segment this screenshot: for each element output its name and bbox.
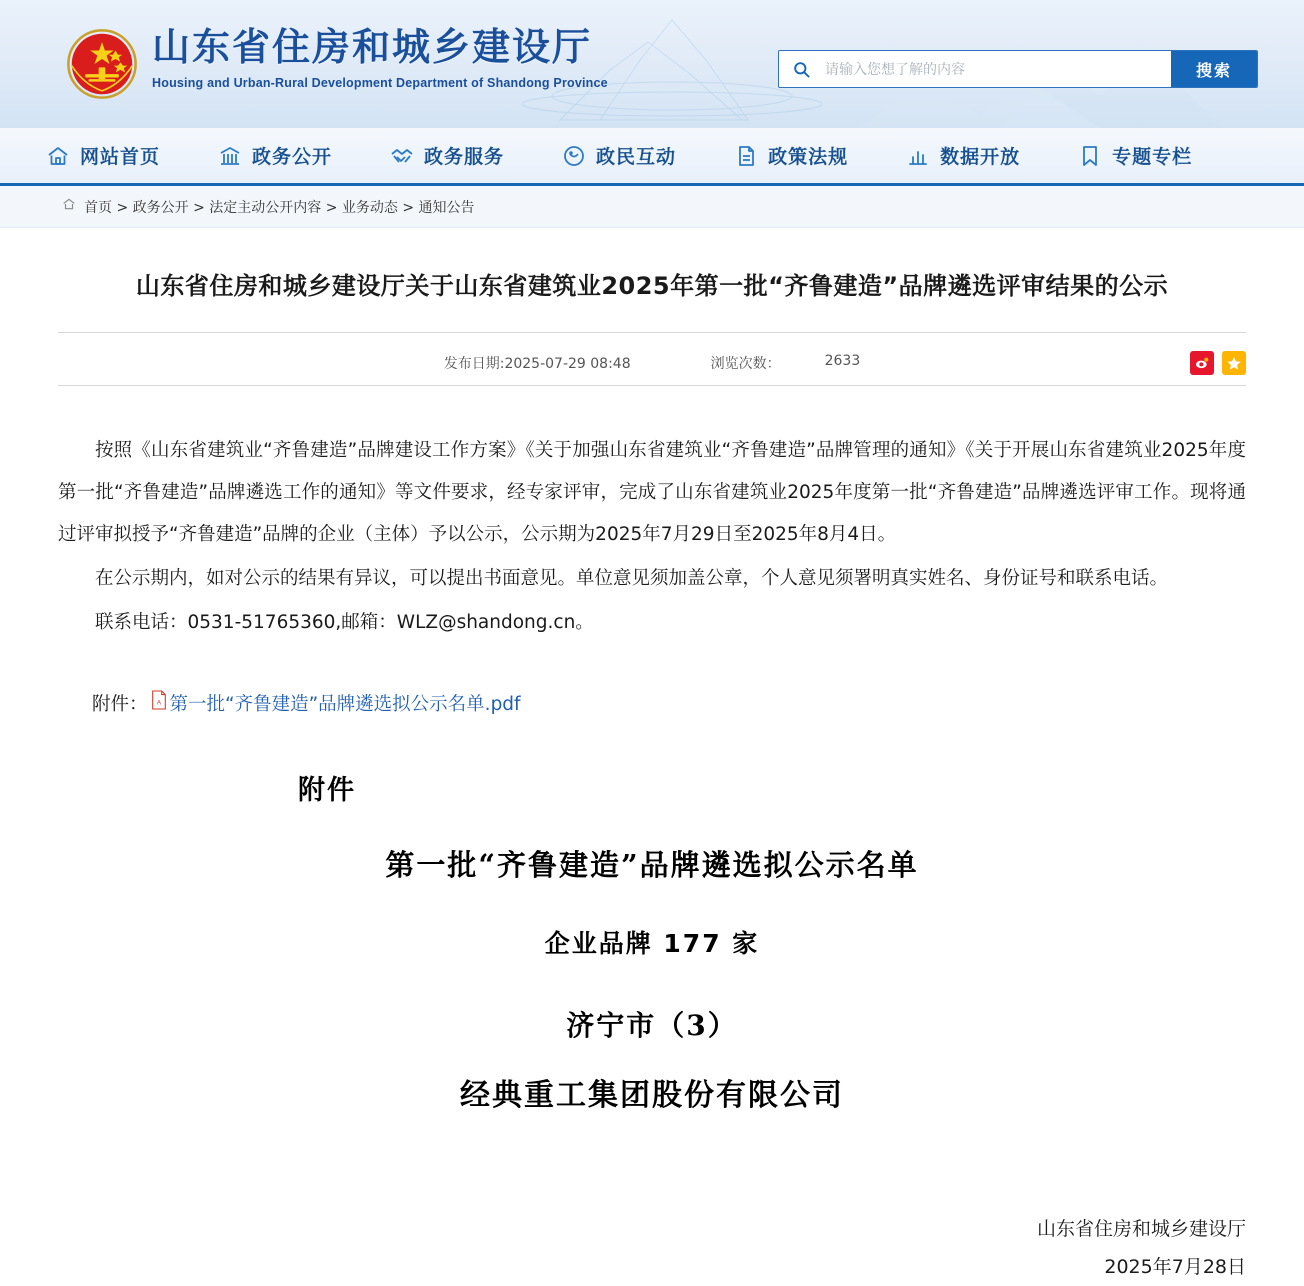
site-title-cn: 山东省住房和城乡建设厅 xyxy=(152,25,593,69)
search-button[interactable]: 搜索 xyxy=(1171,51,1257,87)
views-count: 2633 xyxy=(824,353,861,369)
preview-subheading: 企业品牌 177 家 xyxy=(544,929,760,958)
nav-item-policies-laws[interactable] xyxy=(734,142,848,169)
bookmark-icon xyxy=(1078,144,1102,168)
nav-item-special-columns[interactable] xyxy=(1078,142,1192,169)
preview-heading: 第一批“齐鲁建造”品牌遴选拟公示名单 xyxy=(385,848,919,882)
site-title-en: Housing and Urban-Rural Development Department of Shandong Province xyxy=(152,76,608,90)
chat-icon xyxy=(562,144,586,168)
attachment-label: 附件： xyxy=(92,694,148,715)
preview-city: 济宁市（3） xyxy=(566,1009,738,1042)
home-icon xyxy=(46,144,70,168)
search-input[interactable] xyxy=(823,51,1171,87)
search-bar[interactable] xyxy=(778,50,1258,88)
page-title: 山东省住房和城乡建设厅关于山东省建筑业2025年第一批“齐鲁建造”品牌遴选评审结果的公示 xyxy=(135,272,1169,300)
attachment-row xyxy=(58,688,1246,722)
preview-attach-word: 附件 xyxy=(298,775,356,806)
signature-date: 2025年7月28日 xyxy=(1104,1256,1246,1278)
nav-label: 政务公开 xyxy=(252,146,333,168)
article-body xyxy=(58,430,1246,644)
paragraph-3: 联系电话：0531-51765360,邮箱：WLZ@shandong.cn。 xyxy=(95,612,594,633)
site-title-block xyxy=(152,24,608,90)
search-icon xyxy=(779,51,823,87)
nav-label: 网站首页 xyxy=(80,146,161,168)
paragraph-2: 在公示期内，如对公示的结果有异议，可以提出书面意见。单位意见须加盖公章，个人意见须署明真实姓名、身份证号和联系电话。 xyxy=(95,568,1169,589)
signature-block xyxy=(58,1210,1246,1286)
favorite-star-icon[interactable] xyxy=(1222,351,1246,375)
site-header xyxy=(0,0,1304,128)
preview-company: 经典重工集团股份有限公司 xyxy=(460,1078,844,1113)
publish-date: 发布日期:2025-07-29 08:48 xyxy=(443,356,631,372)
nav-label: 政策法规 xyxy=(768,146,849,168)
meta-divider xyxy=(58,385,1246,386)
nav-item-public-interaction[interactable] xyxy=(562,142,676,169)
home-small-icon xyxy=(62,197,76,216)
share-icons xyxy=(1190,351,1246,375)
article xyxy=(0,266,1304,1286)
national-emblem-icon xyxy=(60,22,144,106)
nav-item-open-data[interactable] xyxy=(906,142,1020,169)
nav-label: 专题专栏 xyxy=(1112,146,1193,168)
nav-item-government-disclosure[interactable] xyxy=(218,142,332,169)
nav-item-government-services[interactable] xyxy=(390,142,504,169)
main-nav xyxy=(0,128,1304,186)
nav-label: 政民互动 xyxy=(596,146,677,168)
attachment-preview xyxy=(58,768,1246,1124)
signature-org: 山东省住房和城乡建设厅 xyxy=(1036,1218,1246,1240)
bank-icon xyxy=(218,144,242,168)
nav-label: 数据开放 xyxy=(940,146,1021,168)
nav-label: 政务服务 xyxy=(424,146,505,168)
paragraph-1: 按照《山东省建筑业“齐鲁建造”品牌建设工作方案》《关于加强山东省建筑业“齐鲁建造”品牌管理的通知》《关于开展山东省建筑业2025年度第一批“齐鲁建造”品牌遴选工作的通知》等文件要求，经专家评审，完成了山东省建筑业2025年度第一批“齐鲁建造”品牌遴选评审工作。现将通过评审拟授予“齐鲁建造”品牌的企业（主体）予以公示，公示期为2025年7月29日至2025年8月4日。 xyxy=(58,440,1246,545)
title-divider xyxy=(58,332,1246,333)
attachment-link[interactable]: 第一批“齐鲁建造”品牌遴选拟公示名单.pdf xyxy=(169,694,521,715)
chart-icon xyxy=(906,144,930,168)
weibo-share-icon[interactable] xyxy=(1190,351,1214,375)
breadcrumb-text[interactable]: 首页 > 政务公开 > 法定主动公开内容 > 业务动态 > 通知公告 xyxy=(84,199,475,216)
breadcrumb xyxy=(0,186,1304,228)
nav-item-home[interactable] xyxy=(46,142,160,169)
pdf-file-icon xyxy=(150,688,168,722)
svg-text:A: A xyxy=(156,699,161,707)
handshake-icon xyxy=(390,144,414,168)
article-meta xyxy=(58,341,1246,385)
views-label: 浏览次数： xyxy=(710,356,781,372)
document-icon xyxy=(734,144,758,168)
